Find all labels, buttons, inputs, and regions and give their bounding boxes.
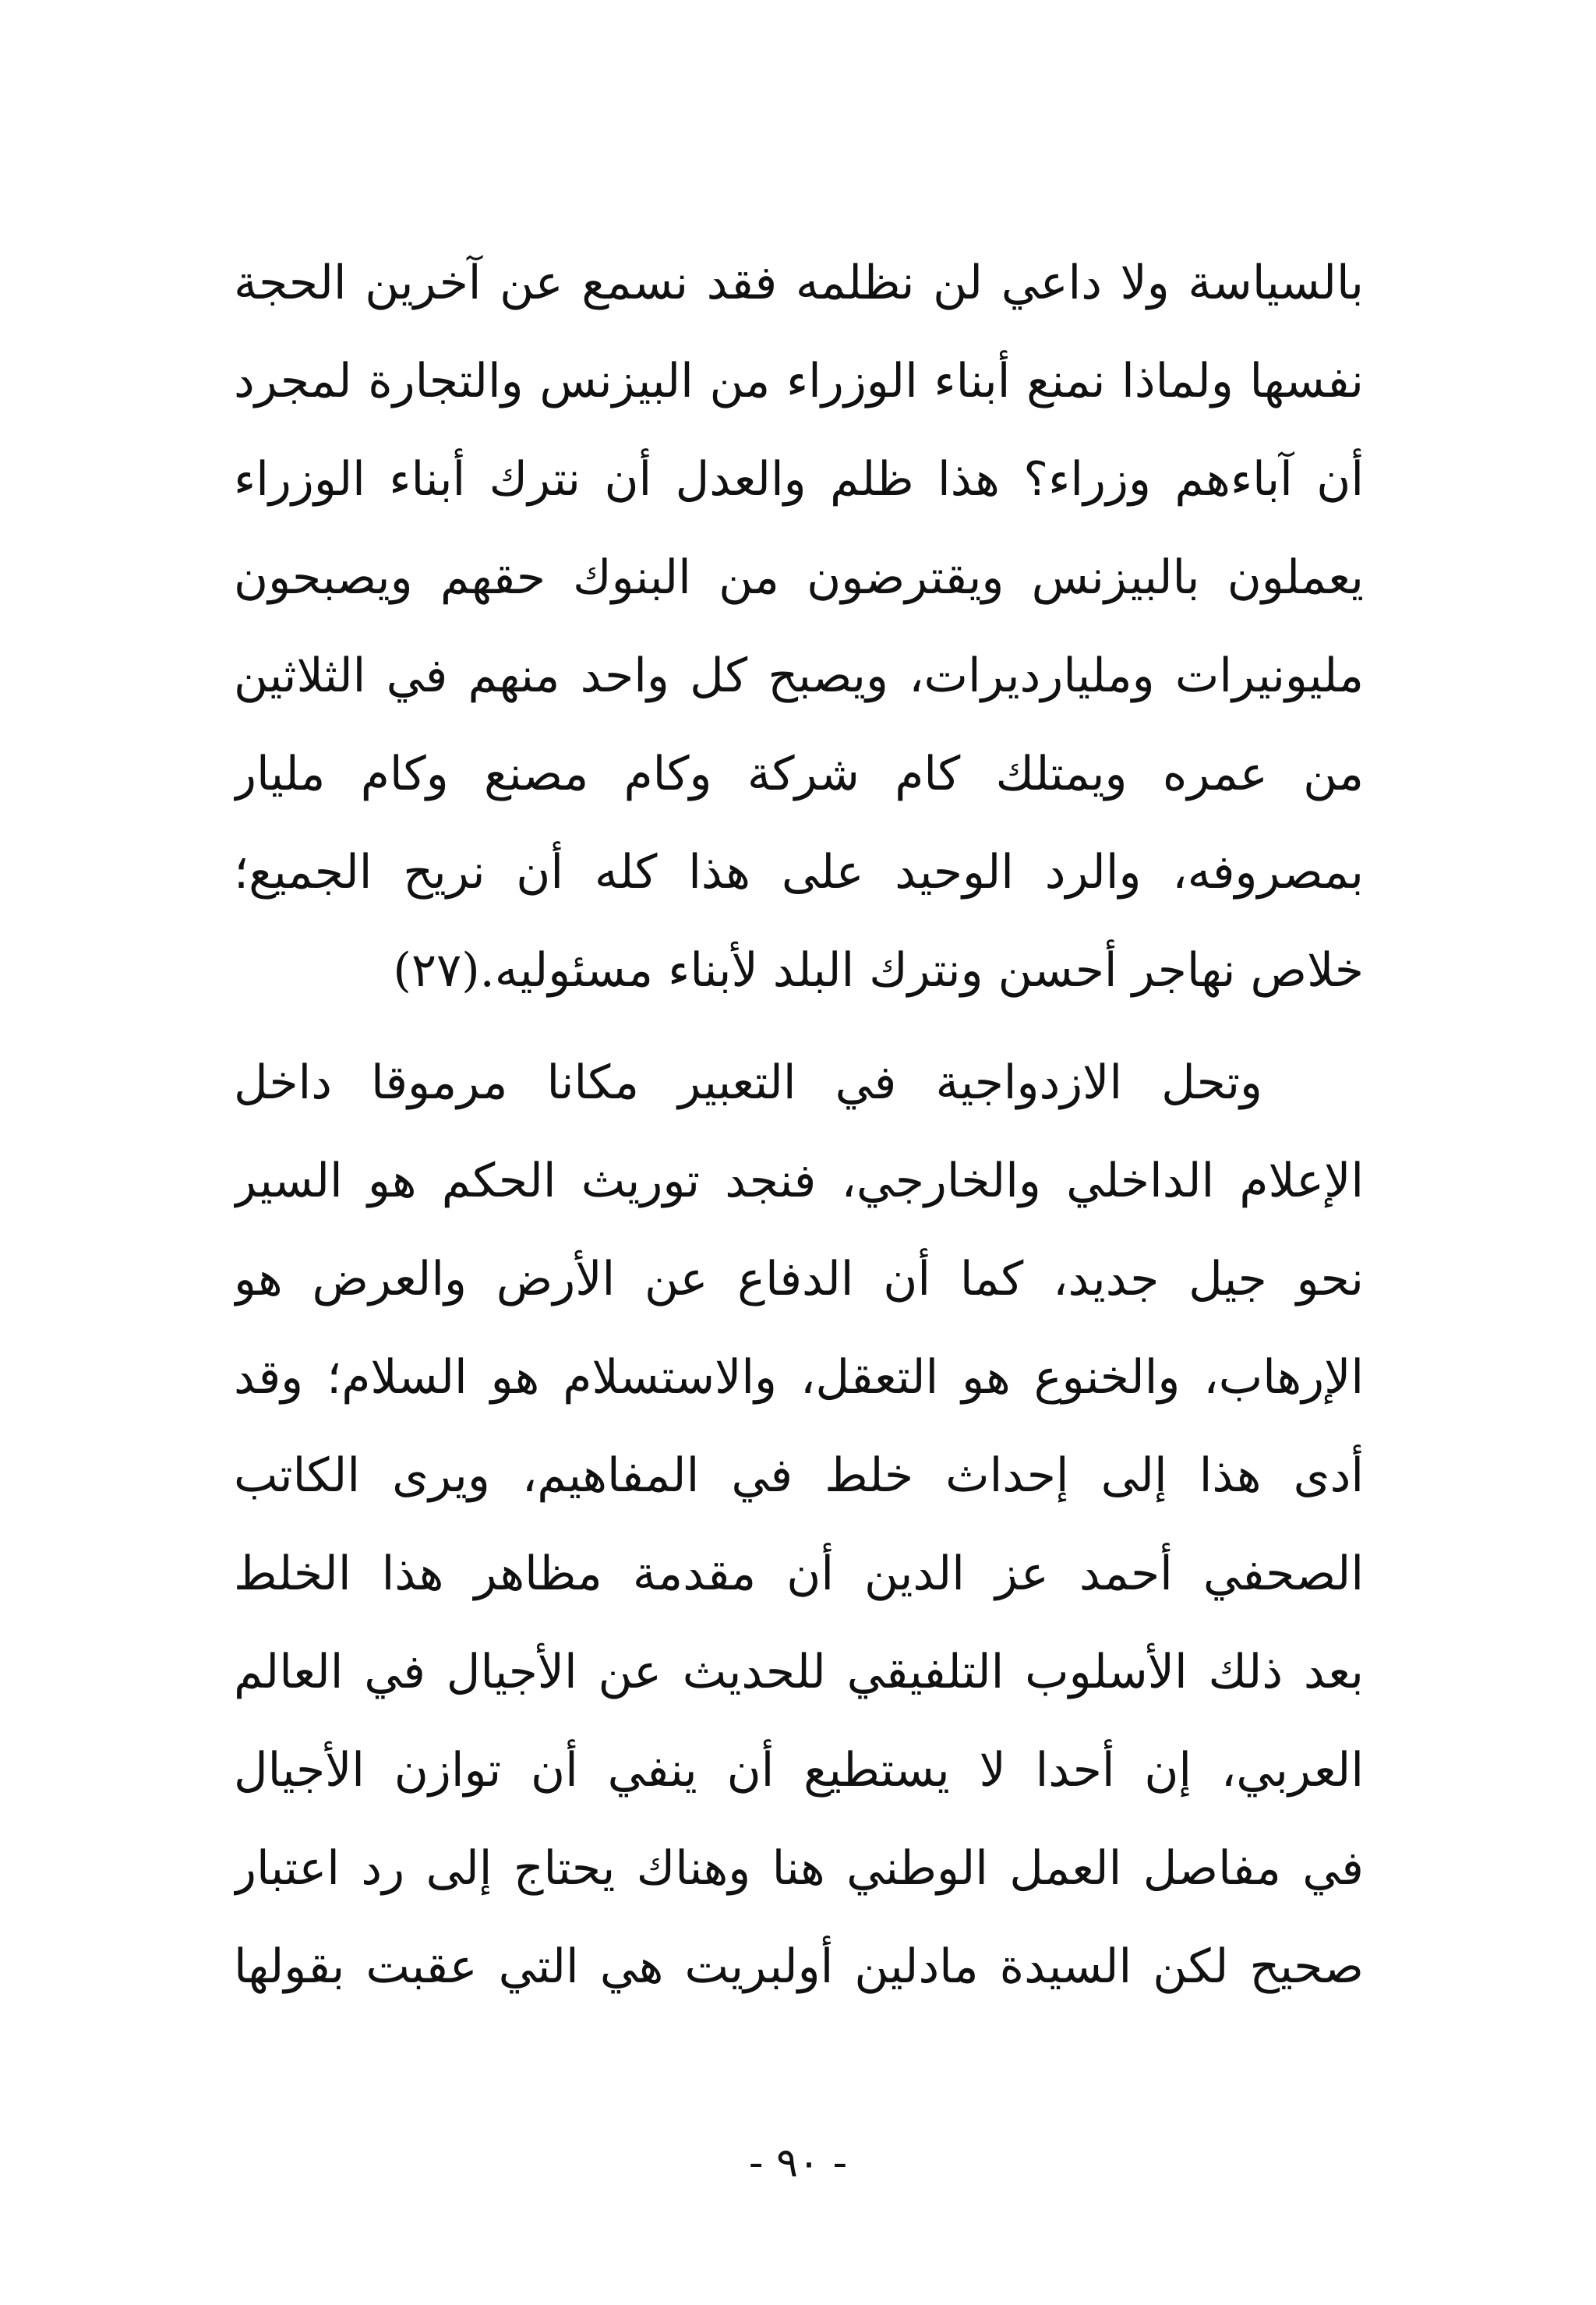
text-line: من عمره ويمتلك كام شركة وكام مصنع وكام مليار (234, 747, 1364, 801)
text-line: الإعلام الداخلي والخارجي، فنجد توريث الحكم هو السير (234, 1154, 1364, 1208)
text-line: أن آباءهم وزراء؟ هذا ظلم والعدل أن نترك أبناء الوزراء (234, 452, 1364, 507)
text-line: أدى هذا إلى إحداث خلط في المفاهيم، ويرى الكاتب (234, 1448, 1364, 1503)
text-line: بالسياسة ولا داعي لن نظلمه فقد نسمع عن آخرين الحجة (234, 256, 1364, 310)
text-line: الصحفي أحمد عز الدين أن مقدمة مظاهر هذا الخلط (234, 1547, 1364, 1601)
text-line: بمصروفه، والرد الوحيد على هذا كله أن نريح الجميع؛ (234, 845, 1364, 900)
paragraph-1 (234, 234, 1364, 1020)
text-line: وتحل الازدواجية في التعبير مكانا مرموقا داخل (234, 1055, 1262, 1110)
text-line: يعملون بالبيزنس ويقترضون من البنوك حقهم ويصبحون (234, 550, 1364, 605)
paragraph-2 (234, 1034, 1364, 2016)
text-line: خلاص نهاجر أحسن ونترك البلد لأبناء مسئوليه.(٢٧) (393, 943, 1364, 998)
text-line: بعد ذلك الأسلوب التلفيقي للحديث عن الأجيال في العالم (234, 1645, 1364, 1699)
text-line: مليونيرات ومليارديرات، ويصبح كل واحد منهم في الثلاثين (234, 649, 1364, 703)
text-line: في مفاصل العمل الوطني هنا وهناك يحتاج إلى رد اعتبار (234, 1841, 1364, 1896)
page-number: - ٩٠ - (748, 2140, 848, 2187)
text-line: صحيح لكن السيدة مادلين أولبريت هي التي عقبت بقولها (234, 1939, 1364, 1994)
paragraph-gap (234, 1020, 1364, 1034)
body-text (234, 234, 1364, 2016)
text-line: الإرهاب، والخنوع هو التعقل، والاستسلام هو السلام؛ وقد (234, 1350, 1364, 1405)
text-line: العربي، إن أحدا لا يستطيع أن ينفي أن توازن الأجيال (234, 1743, 1364, 1798)
text-line: نفسها ولماذا نمنع أبناء الوزراء من البيزنس والتجارة لمجرد (234, 354, 1364, 408)
text-line: نحو جيل جديد، كما أن الدفاع عن الأرض والعرض هو (234, 1252, 1364, 1306)
